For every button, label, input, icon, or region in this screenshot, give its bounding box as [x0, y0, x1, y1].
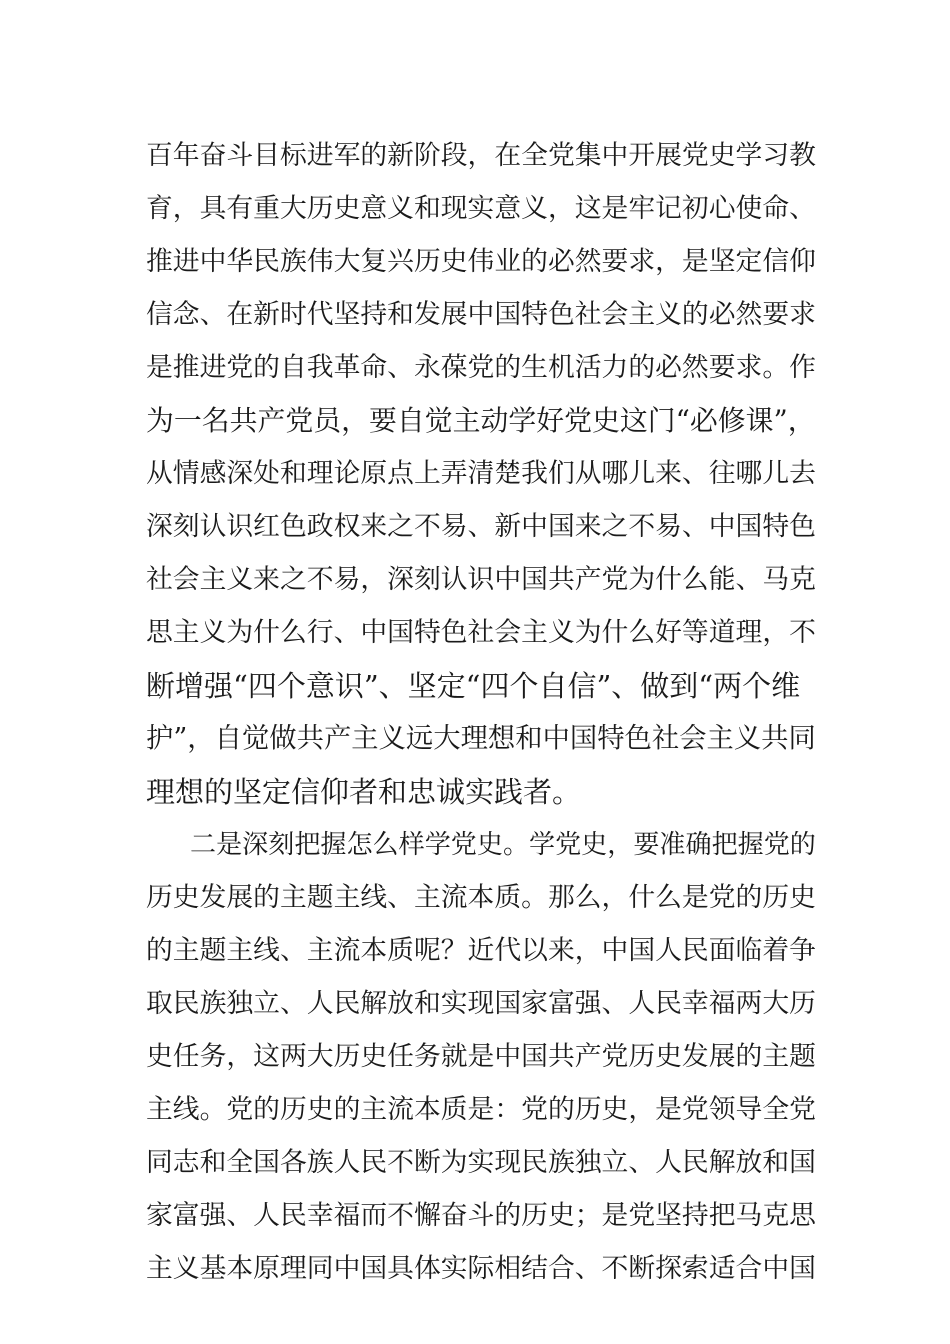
paragraph-start-line: 二是深刻把握怎么样学党史。学党史，要准确把握党的 [190, 830, 816, 860]
text-line: 思主义为什么行、中国特色社会主义为什么好等道理，不 [146, 617, 816, 648]
text-line: 推进中华民族伟大复兴历史伟业的必然要求，是坚定信仰 [146, 246, 816, 277]
text-line: 育，具有重大历史意义和现实意义，这是牢记初心使命、 [146, 193, 816, 224]
text-line: 为一名共产党员，要自觉主动学好党史这门“必修课”， [146, 404, 816, 437]
text-line: 深刻认识红色政权来之不易、新中国来之不易、中国特色 [146, 511, 816, 542]
text-line: 历史发展的主题主线、主流本质。那么，什么是党的历史 [146, 882, 816, 913]
text-line: 是推进党的自我革命、永葆党的生机活力的必然要求。作 [146, 352, 816, 383]
text-line: 断增强“四个意识”、坚定“四个自信”、做到“两个维 [146, 669, 801, 703]
text-line: 家富强、人民幸福而不懈奋斗的历史；是党坚持把马克思 [146, 1200, 816, 1231]
text-line: 同志和全国各族人民不断为实现民族独立、人民解放和国 [146, 1147, 816, 1178]
text-line: 主义基本原理同中国具体实际相结合、不断探索适合中国 [146, 1253, 816, 1284]
text-line: 信念、在新时代坚持和发展中国特色社会主义的必然要求 [146, 299, 816, 330]
text-line: 从情感深处和理论原点上弄清楚我们从哪儿来、往哪儿去 [146, 458, 816, 489]
text-line: 百年奋斗目标进军的新阶段，在全党集中开展党史学习教 [146, 140, 816, 171]
text-line: 取民族独立、人民解放和实现国家富强、人民幸福两大历 [146, 988, 816, 1019]
text-line: 的主题主线、主流本质呢？近代以来，中国人民面临着争 [146, 935, 816, 966]
text-line: 理想的坚定信仰者和忠诚实践者。 [146, 775, 582, 809]
text-line: 社会主义来之不易，深刻认识中国共产党为什么能、马克 [146, 564, 816, 595]
text-line: 史任务，这两大历史任务就是中国共产党历史发展的主题 [146, 1041, 816, 1072]
text-line: 护”，自觉做共产主义远大理想和中国特色社会主义共同 [146, 723, 816, 754]
text-line: 主线。党的历史的主流本质是：党的历史，是党领导全党 [146, 1094, 816, 1125]
